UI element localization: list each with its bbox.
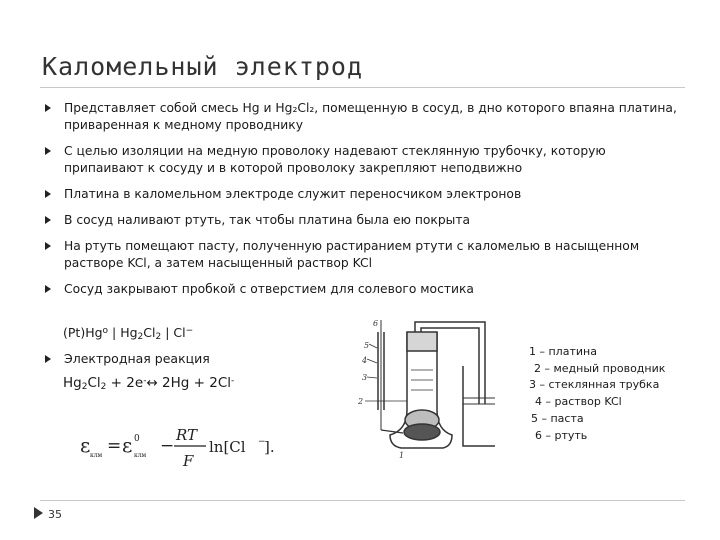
bullet-item <box>42 238 682 272</box>
nernst-eq: = <box>107 436 122 456</box>
reaction-label: Электродная реакция <box>42 351 210 366</box>
bullet-text: С целью изоляции на медную проволоку надевают стеклянную трубочку, которую припаивают к сосуду и в которой проволоку закрепляют неподвижно <box>64 144 606 175</box>
slide-title: Каломельный электрод <box>42 52 364 81</box>
legend-item: 5 – паста <box>531 411 584 425</box>
bullet-item <box>42 186 682 203</box>
title-divider <box>40 87 685 88</box>
bullet-arrow-icon <box>45 104 51 112</box>
diagram-label-2: 2 <box>358 397 364 406</box>
bullet-arrow-icon <box>45 190 51 198</box>
bullet-text: Представляет собой смесь Hg и Hg₂Cl₂, помещенную в сосуд, в дно которого впаяна платина, приваренная к медному проводнику <box>64 101 677 132</box>
legend-item: 3 – стеклянная трубка <box>529 378 660 392</box>
diagram-label-3: 3 <box>362 373 368 382</box>
nernst-ln-sup: − <box>258 437 266 447</box>
nernst-den: F <box>183 452 194 470</box>
bullet-list <box>42 100 682 307</box>
nernst-ln-end: ]. <box>264 438 275 456</box>
diagram-label-6: 6 <box>373 319 379 328</box>
nernst-minus: − <box>160 436 175 456</box>
bullet-text: На ртуть помещают пасту, полученную растиранием ртути с каломелью в насыщенном растворе KCl, а затем насыщенный раствор KCl <box>64 239 640 270</box>
nernst-sub2: клм <box>134 452 147 459</box>
electrode-equation: $Hg_2Cl_2$ + 2e-↔ 2Hg + 2Cl- <box>63 375 235 392</box>
nernst-equation <box>78 424 288 476</box>
nernst-ln: ln[Cl <box>209 438 246 456</box>
bullet-text: Платина в каломельном электроде служит переносчиком электронов <box>64 187 522 201</box>
bullet-item <box>42 100 682 134</box>
legend-item: 6 – ртуть <box>535 428 588 442</box>
legend-item: 1 – платина <box>529 345 597 358</box>
legend-item: 2 – медный проводник <box>534 361 666 375</box>
bullet-text: Сосуд закрывают пробкой с отверстием для солевого мостика <box>64 282 474 296</box>
footer-divider <box>40 500 685 501</box>
nernst-num: RT <box>176 426 198 444</box>
bullet-text: В сосуд наливают ртуть, так чтобы платина была ею покрыта <box>64 213 471 227</box>
diagram-legend <box>525 344 665 444</box>
nernst-eps0: ε <box>122 433 133 457</box>
bullet-arrow-icon <box>45 355 51 363</box>
legend-item: 4 – раствор KCl <box>535 395 622 409</box>
page-arrow-icon <box>34 507 43 519</box>
page-number: 35 <box>48 508 62 521</box>
bullet-item <box>42 143 682 177</box>
bullet-item <box>42 212 682 229</box>
nernst-eps: ε <box>80 433 91 457</box>
bullet-arrow-icon <box>45 216 51 224</box>
electrode-scheme: (Pt)Hg$^o$ | $Hg_2Cl_2$ | Cl− <box>63 325 194 342</box>
diagram-label-4: 4 <box>362 356 368 365</box>
bullet-arrow-icon <box>45 285 51 293</box>
diagram-label-5: 5 <box>364 341 370 350</box>
nernst-sub: клм <box>90 452 103 459</box>
diagram-label-1: 1 <box>399 451 405 460</box>
bullet-item <box>42 281 682 298</box>
calomel-electrode-diagram <box>355 318 495 468</box>
bullet-arrow-icon <box>45 147 51 155</box>
bullet-arrow-icon <box>45 242 51 250</box>
nernst-zero: 0 <box>134 434 140 444</box>
